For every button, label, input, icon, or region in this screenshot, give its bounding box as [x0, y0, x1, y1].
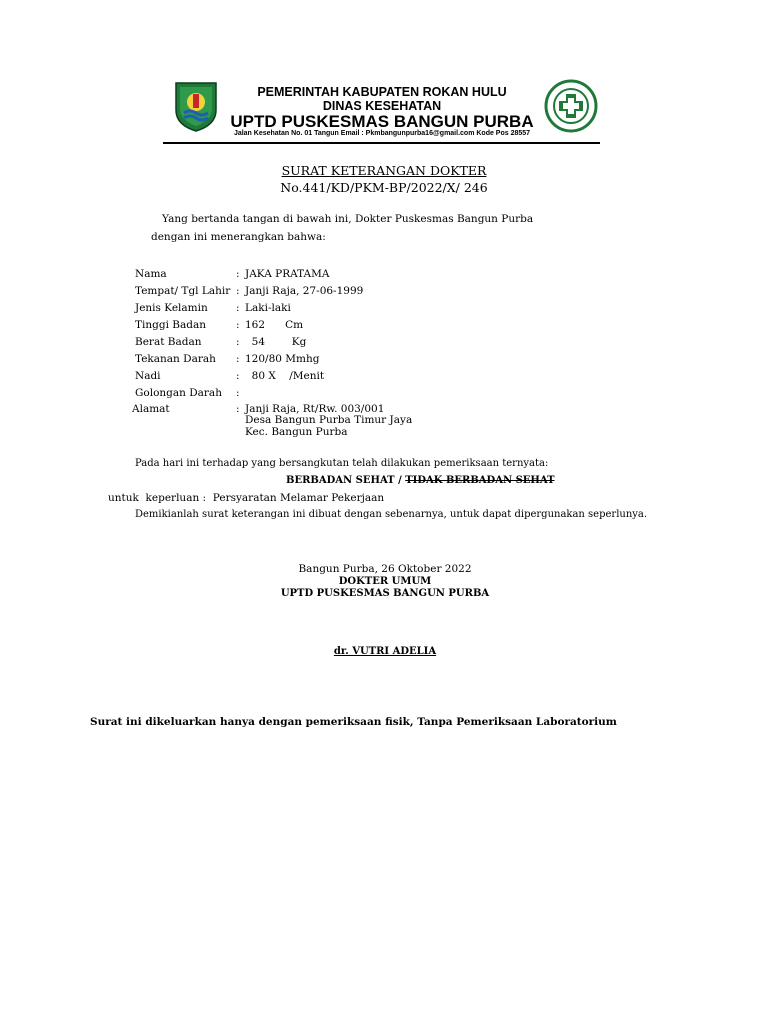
signature-position: DOKTER UMUM [338, 576, 432, 587]
result-line [286, 475, 555, 486]
field-label-blood-pressure: Tekanan Darah [135, 353, 216, 365]
field-colon: : [236, 403, 240, 415]
field-colon: : [236, 370, 240, 382]
field-value-pulse: 80 X /Menit [245, 370, 325, 382]
field-value-height: 162 Cm [245, 319, 304, 331]
field-value-address-line-3: Kec. Bangun Purba [245, 426, 348, 438]
field-colon: : [236, 268, 240, 280]
field-value-address-line-2: Desa Bangun Purba Timur Jaya [245, 414, 413, 426]
exam-statement: Pada hari ini terhadap yang bersangkutan telah dilakukan pemeriksaan ternyata: [135, 458, 549, 469]
field-colon: : [236, 353, 240, 365]
result-unhealthy-struck: TIDAK BERBADAN SEHAT [405, 475, 555, 486]
field-label-blood-type: Golongan Darah [135, 387, 222, 399]
field-colon: : [236, 319, 240, 331]
field-label-birth: Tempat/ Tgl Lahir [135, 285, 231, 297]
header-government: PEMERINTAH KABUPATEN ROKAN HULU [257, 85, 507, 99]
header-department: DINAS KESEHATAN [322, 99, 442, 113]
result-healthy: BERBADAN SEHAT / [286, 475, 402, 486]
header-divider [163, 142, 600, 144]
field-label-pulse: Nadi [135, 370, 161, 382]
document-number: No.441/KD/PKM-BP/2022/X/ 246 [280, 180, 488, 195]
field-value-gender: Laki-laki [245, 302, 291, 314]
field-colon: : [236, 336, 240, 348]
field-colon: : [236, 387, 240, 399]
purpose-line: untuk keperluan : Persyaratan Melamar Pekerjaan [108, 492, 385, 504]
field-colon: : [236, 285, 240, 297]
field-label-height: Tinggi Badan [135, 319, 206, 331]
closing-statement: Demikianlah surat keterangan ini dibuat dengan sebenarnya, untuk dapat dipergunakan seperlunya. [135, 509, 648, 520]
header-address: Jalan Kesehatan No. 01 Tangun Email : Pkmbangunpurba16@gmail.com Kode Pos 28557 [233, 130, 531, 137]
field-value-name: JAKA PRATAMA [245, 268, 330, 280]
field-label-address: Alamat [132, 403, 170, 415]
intro-line-1: Yang bertanda tangan di bawah ini, Dokter Puskesmas Bangun Purba [162, 213, 534, 225]
field-label-weight: Berat Badan [135, 336, 202, 348]
document-title: SURAT KETERANGAN DOKTER [281, 163, 487, 178]
field-value-blood-pressure: 120/80 Mmhg [245, 353, 320, 365]
signature-doctor-name: dr. VUTRI ADELIA [333, 646, 437, 657]
signature-place-date: Bangun Purba, 26 Oktober 2022 [298, 563, 472, 575]
field-value-weight: 54 Kg [245, 336, 307, 348]
regency-crest-icon [172, 80, 220, 132]
field-colon: : [236, 302, 240, 314]
signature-institution: UPTD PUSKESMAS BANGUN PURBA [280, 588, 490, 599]
header-institution: UPTD PUSKESMAS BANGUN PURBA [230, 112, 534, 131]
field-value-address: Janji Raja, Rt/Rw. 003/001 [245, 403, 385, 415]
intro-line-2: dengan ini menerangkan bahwa: [151, 231, 326, 243]
puskesmas-cross-icon [544, 79, 598, 133]
footnote: Surat ini dikeluarkan hanya dengan pemeriksaan fisik, Tanpa Pemeriksaan Laboratorium [90, 716, 617, 728]
field-label-name: Nama [135, 268, 167, 280]
field-label-gender: Jenis Kelamin [135, 302, 208, 314]
field-value-birth: Janji Raja, 27-06-1999 [245, 285, 364, 297]
